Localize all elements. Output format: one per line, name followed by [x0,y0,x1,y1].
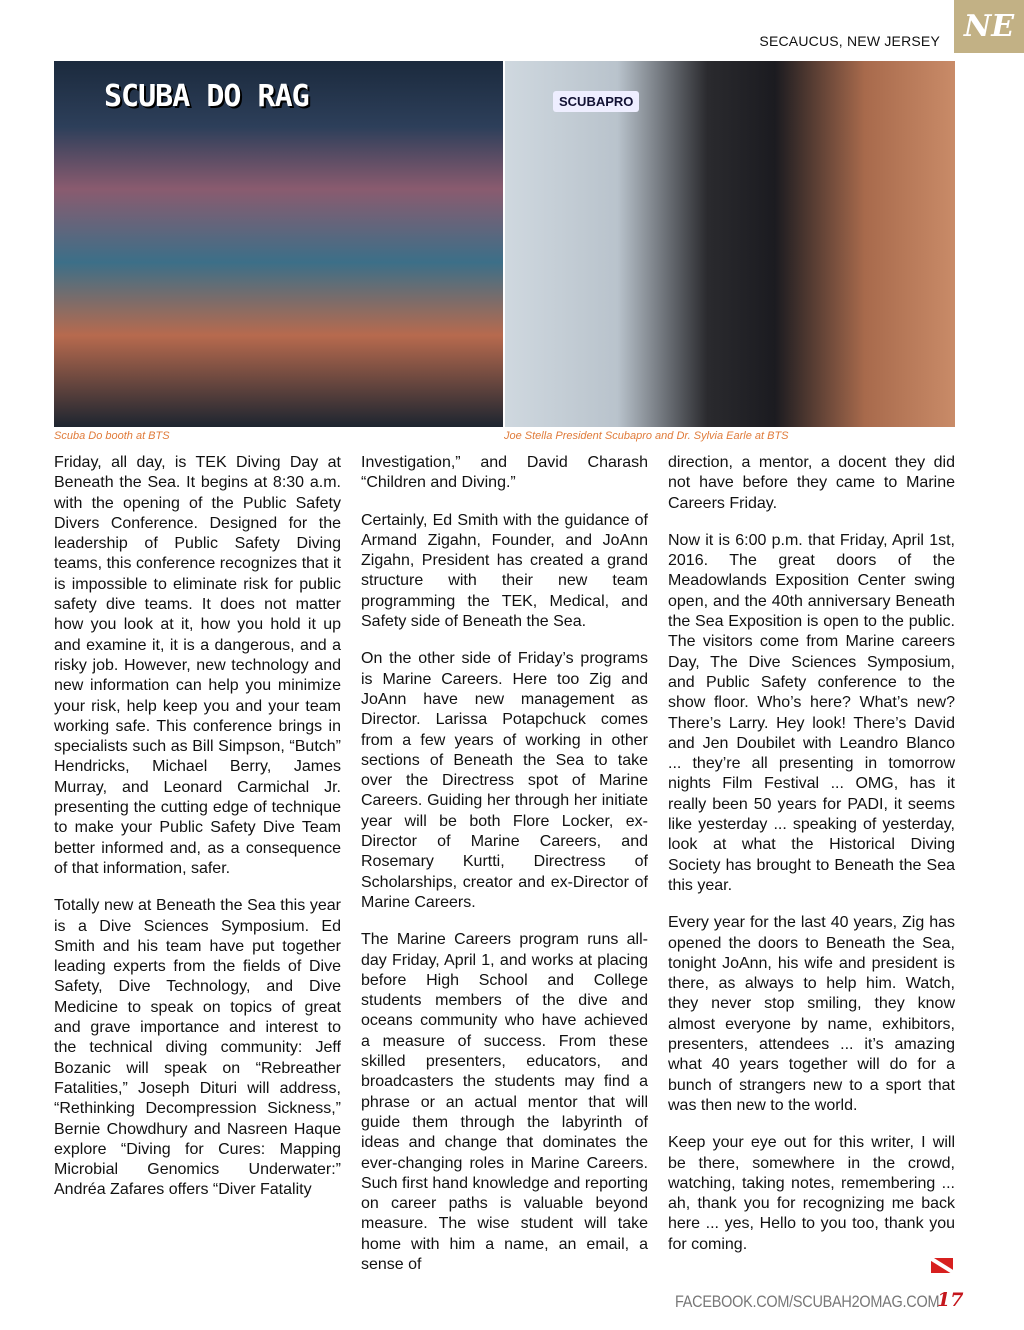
paragraph: Friday, all day, is TEK Diving Day at Beneath the Sea. It begins at 8:30 a.m. with the opening of the Public Safety Divers Conference. Designed for the leadership of Public Safety Diving teams, this conference recognizes that it is impossible to eliminate risk for public safety dive teams. It does not matter how you look at it, how you hold it up and examine it, it is a dangerous, and a risky job. However, new technology and new information can help you minimize your risk, help keep you and your team working safe. This conference brings in specialists such as Bill Simpson, “Butch” Hendricks, Michael Berry, James Murray, and Leonard Carmichal Jr. presenting the cutting edge of technique to make your Public Safety Dive Team better informed and, as a consequence of that information, safer. [54,454,341,877]
article-column-2 [361,453,648,1292]
photo-stella-earle [505,61,955,427]
dive-flag-icon [931,1258,953,1273]
paragraph: Totally new at Beneath the Sea this year is a Dive Sciences Symposium. Ed Smith and his team have put together leading experts from the fields of Dive Safety, Dive Technology, and Dive Medicine to speak on topics of great and grave importance and interest to the technical diving community: Jeff Bozanic will speak on “Rebreather Fatalities,” Joseph Dituri will address, “Rethinking Decompression Sickness,” Bernie Chowdhury and Nasreen Haque explore “Diving for Cures: Mapping Microbial Genomics Underwater:” Andréa Zafares offers “Diver Fatality [54,897,341,1199]
photo-caption: Scuba Do booth at BTS [54,430,170,442]
section-tab: NE [954,0,1024,53]
page-number: 17 [937,1289,964,1311]
article-column-1 [54,453,341,1218]
footer-url: FACEBOOK.COM/SCUBAH2OMAG.COM [675,1292,940,1311]
location-header: SECAUCUS, NEW JERSEY [759,33,940,49]
paragraph: Certainly, Ed Smith with the guidance of Armand Zigahn, Founder, and JoAnn Zigahn, President has created a grand structure with their new team programming the TEK, Medical, and Safety side of Beneath the Sea. [361,511,648,631]
scubapro-logo: SCUBAPRO [553,91,639,112]
article-column-3 [668,453,955,1273]
paragraph: On the other side of Friday’s programs is Marine Careers. Here too Zig and JoAnn have new management as Director. Larissa Potapchuck comes from a few years of working in other sections of Beneath the Sea to take over the Directress spot of Marine Careers. Guiding her through her initiate year will be both Flore Locker, ex-Director of Marine Careers, and Rosemary Kurtti, Directress of Scholarships, creator and ex-Director of Marine Careers. [361,650,648,911]
paragraph: Investigation,” and David Charash “Children and Diving.” [361,454,648,492]
paragraph: The Marine Careers program runs all-day Friday, April 1, and works at placing before High School and College students members of the dive and oceans community who have achieved a measure of success. From these skilled presenters, educators, and broadcasters the students may find a phrase or an actual mentor that will guide them through the labyrinth of ideas and change that dominates the ever-changing roles in Marine Careers. Such first hand knowledge and reporting on career paths is valuable beyond measure. The wise student will take home with him a name, an email, a sense of [361,931,648,1273]
booth-sign: SCUBA DO RAG [104,79,309,114]
paragraph: Now it is 6:00 p.m. that Friday, April 1st, 2016. The great doors of the Meadowlands Exposition Center swing open, and the 40th anniversary Beneath the Sea Exposition is open to the public. The visitors come from Marine careers Day, The Dive Sciences Symposium, and Public Safety conference to the show floor. Who’s here? What’s new? There’s Larry. Hey look! There’s David and Jen Doubilet with Leandro Blanco ... they’re all presenting in tomorrow nights Film Festival ... OMG, has it really been 50 years for PADI, it seems like yesterday ... speaking of yesterday, look at what the Historical Diving Society has brought to Beneath the Sea this year. [668,531,955,894]
paragraph: direction, a mentor, a docent they did not have before they came to Marine Careers Friday. [668,454,955,512]
photo-scuba-do-booth [54,61,503,427]
paragraph: Keep your eye out for this writer, I will be there, somewhere in the crowd, watching, taking notes, remembering ... ah, thank you for recognizing me back here ... yes, Hello to you too, thank you for coming. [668,1134,955,1253]
photo-caption: Joe Stella President Scubapro and Dr. Sylvia Earle at BTS [504,430,789,442]
paragraph: Every year for the last 40 years, Zig has opened the doors to Beneath the Sea, tonight JoAnn, his wife and president is there, as always to help him. Watch, they never stop smiling, they know almost everyone by name, exhibitors, presenters, attendees ... it’s amazing what 40 years together will do for a bunch of strangers new to a sport that was then new to the world. [668,914,955,1114]
